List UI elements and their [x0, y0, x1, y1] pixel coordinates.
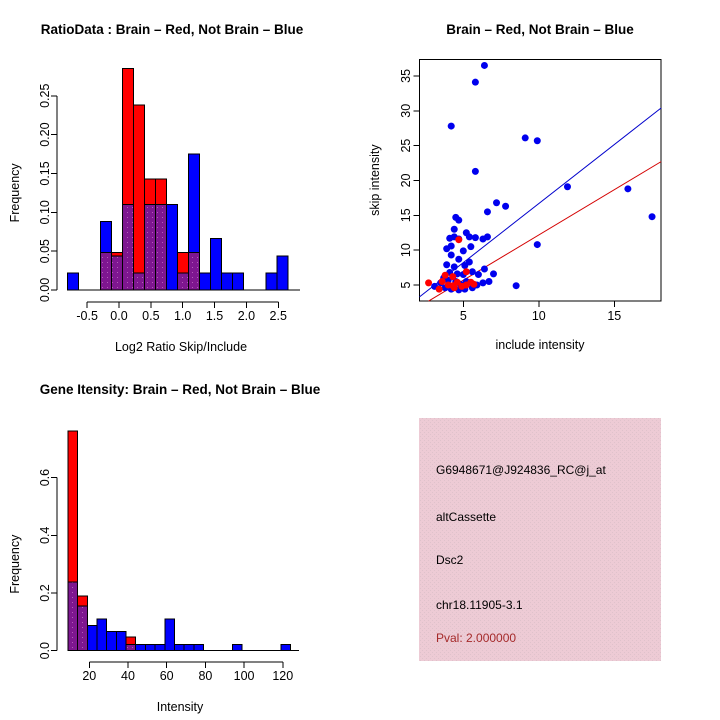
brain-red-bar [123, 69, 134, 205]
y-axis-label: Frequency [8, 163, 22, 223]
x-tick-label: 120 [272, 669, 294, 683]
brain-point [425, 279, 432, 286]
not-brain-point [481, 265, 488, 272]
brain-point [449, 273, 456, 280]
brain-red-bar [126, 637, 136, 645]
y-tick-label: 0.10 [38, 200, 52, 225]
brain-red-bar [134, 105, 145, 273]
overlap-bar [145, 205, 156, 290]
x-axis-label: include intensity [495, 338, 585, 352]
intensity-scatter-chart [360, 0, 720, 360]
not-brain-point [469, 268, 476, 275]
overlap-bar [126, 644, 136, 650]
overlap-bar [123, 205, 134, 290]
y-tick-label: 0.6 [38, 468, 52, 487]
x-tick-label: 2.0 [237, 309, 256, 323]
not-brain-blue-bar [200, 273, 211, 290]
overlap-bar [156, 205, 167, 290]
x-tick-label: 15 [607, 309, 622, 323]
x-tick-label: 1.5 [205, 309, 224, 323]
chart-title: RatioData : Brain – Red, Not Brain – Blue [40, 22, 304, 37]
not-brain-blue-bar [167, 205, 178, 290]
brain-point [463, 268, 470, 275]
brain-point [439, 278, 446, 285]
not-brain-point [455, 256, 462, 263]
y-tick-label: 15 [399, 208, 413, 223]
not-brain-point [534, 137, 541, 144]
not-brain-point [466, 258, 473, 265]
not-brain-point [493, 199, 500, 206]
chart-title: Gene Itensity: Brain – Red, Not Brain – Blue [39, 382, 321, 397]
gene-intensity-histogram-panel [0, 360, 360, 720]
location-text: chr18.11905-3.1 [436, 598, 523, 612]
brain-red-bar [78, 596, 88, 606]
y-tick-label: 0.25 [38, 83, 52, 108]
not-brain-point [466, 233, 473, 240]
not-brain-point [484, 233, 491, 240]
overlap-bar [78, 606, 88, 651]
not-brain-point [481, 62, 488, 69]
not-brain-point [472, 79, 479, 86]
not-brain-blue-bar [107, 632, 117, 651]
gene-name-text: Dsc2 [436, 553, 464, 567]
not-brain-blue-bar [165, 619, 175, 651]
not-brain-blue-bar [174, 644, 184, 650]
y-tick-label: 0.4 [38, 526, 52, 544]
not-brain-point [475, 271, 482, 278]
not-brain-point [484, 208, 491, 215]
overlap-bar [189, 253, 200, 290]
not-brain-point [448, 123, 455, 130]
x-tick-label: 1.0 [174, 309, 192, 323]
not-brain-point [448, 252, 455, 259]
y-tick-label: 0.0 [38, 642, 52, 660]
overlap-bar [111, 256, 122, 290]
probe-id-text: G6948671@J924836_RC@j_at [436, 463, 606, 477]
brain-point [451, 284, 458, 291]
y-tick-label: 0.00 [38, 277, 52, 303]
not-brain-point [472, 168, 479, 175]
ratio-histogram-panel [0, 0, 360, 360]
y-tick-label: 0.20 [38, 122, 52, 147]
x-tick-label: 100 [233, 669, 255, 683]
x-tick-label: 80 [198, 669, 213, 683]
not-brain-blue-bar [97, 619, 107, 651]
y-tick-label: 35 [399, 68, 413, 83]
not-brain-blue-bar [145, 644, 155, 650]
not-brain-point [472, 234, 479, 241]
y-tick-label: 30 [399, 103, 413, 118]
brain-red-bar [145, 179, 156, 205]
y-tick-label: 25 [399, 138, 413, 153]
gene-info-box [360, 360, 720, 720]
x-tick-label: 0.0 [110, 309, 128, 323]
chart-title: Brain – Red, Not Brain – Blue [446, 22, 634, 37]
gene-intensity-histogram-chart [0, 360, 360, 720]
y-tick-label: 0.15 [38, 161, 52, 186]
overlap-bar [178, 273, 189, 290]
brain-point [455, 236, 462, 243]
x-tick-label: 60 [159, 669, 174, 683]
not-brain-point [522, 134, 529, 141]
y-tick-label: 0.05 [38, 238, 52, 264]
not-brain-point [479, 279, 486, 286]
gene-info-panel [360, 360, 720, 720]
not-brain-point [460, 247, 467, 254]
not-brain-point [490, 270, 497, 277]
y-tick-label: 5 [399, 281, 413, 289]
x-tick-label: 5 [459, 309, 467, 323]
not-brain-blue-bar [232, 644, 242, 650]
not-brain-point [564, 183, 571, 190]
not-brain-blue-bar [281, 644, 291, 650]
not-brain-blue-bar [233, 273, 244, 290]
brain-red-bar [68, 431, 78, 582]
x-tick-label: 2.5 [269, 309, 287, 323]
overlap-bar [100, 253, 111, 290]
not-brain-point [443, 245, 450, 252]
x-tick-label: 40 [121, 669, 135, 683]
y-tick-label: 20 [399, 173, 413, 188]
not-brain-point [513, 282, 520, 289]
y-axis-label: Frequency [8, 534, 22, 594]
not-brain-blue-bar [100, 222, 111, 253]
not-brain-point [451, 226, 458, 233]
brain-red-bar [111, 253, 122, 256]
overlap-bar [68, 582, 78, 651]
not-brain-blue-bar [67, 273, 78, 290]
not-brain-blue-bar [87, 625, 97, 650]
not-brain-point [451, 263, 458, 270]
not-brain-point [485, 278, 492, 285]
brain-red-bar [178, 253, 189, 273]
x-axis-label: Intensity [156, 700, 204, 714]
not-brain-blue-bar [277, 256, 288, 290]
brain-point [436, 286, 443, 293]
brain-point [442, 272, 449, 279]
x-tick-label: 0.5 [142, 309, 160, 323]
brain-red-bar [156, 179, 167, 205]
y-axis-label: skip intensity [368, 144, 382, 216]
intensity-scatter-panel [360, 0, 720, 360]
x-tick-label: 20 [82, 669, 97, 683]
not-brain-blue-bar [136, 644, 146, 650]
not-brain-point [443, 261, 450, 268]
not-brain-blue-bar [194, 644, 204, 650]
info-background [419, 418, 661, 661]
not-brain-blue-bar [222, 273, 233, 290]
not-brain-blue-bar [189, 154, 200, 253]
not-brain-point [455, 217, 462, 224]
not-brain-point [502, 203, 509, 210]
y-tick-label: 0.2 [38, 584, 52, 602]
not-brain-blue-bar [184, 644, 194, 650]
not-brain-blue-bar [211, 239, 222, 290]
not-brain-point [624, 185, 631, 192]
pval-text: Pval: 2.000000 [436, 631, 517, 645]
not-brain-blue-bar [116, 632, 126, 651]
event-type-text: altCassette [436, 510, 497, 524]
x-tick-label: -0.5 [76, 309, 98, 323]
not-brain-point [649, 213, 656, 220]
brain-point [470, 281, 477, 288]
x-tick-label: 10 [531, 309, 546, 323]
x-axis-label: Log2 Ratio Skip/Include [114, 340, 248, 354]
not-brain-blue-bar [155, 644, 165, 650]
not-brain-blue-bar [266, 273, 277, 290]
ratio-histogram-chart [0, 0, 360, 360]
not-brain-point [467, 243, 474, 250]
overlap-bar [134, 273, 145, 290]
y-tick-label: 10 [399, 243, 413, 258]
not-brain-point [534, 241, 541, 248]
